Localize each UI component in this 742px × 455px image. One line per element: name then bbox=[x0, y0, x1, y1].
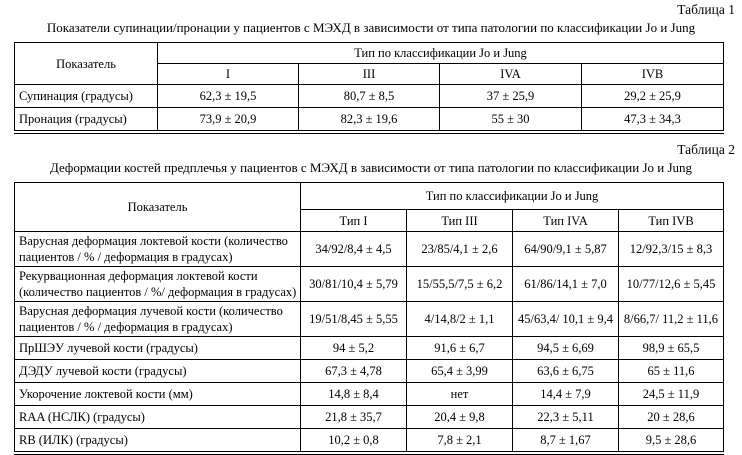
table2-row bbox=[15, 360, 724, 383]
table2-row-label: Укорочение локтевой кости (мм) bbox=[15, 383, 301, 406]
table2-row bbox=[15, 302, 724, 337]
table2-cell: 4/14,8/2 ± 1,1 bbox=[407, 302, 513, 337]
table2-cell: 7,8 ± 2,1 bbox=[407, 429, 513, 454]
table2-type-header: Тип I bbox=[301, 210, 407, 232]
table1-caption-label: Таблица 1 bbox=[677, 2, 735, 17]
table1-cell: 73,9 ± 20,9 bbox=[158, 108, 299, 133]
table2-cell: 10,2 ± 0,8 bbox=[301, 429, 407, 454]
table2-cell: 91,6 ± 6,7 bbox=[407, 337, 513, 360]
table2-cell: 30/81/10,4 ± 5,79 bbox=[301, 267, 407, 302]
table1-group-header: Тип по классификации Jo и Jung bbox=[158, 43, 724, 64]
table1-type-header: I bbox=[158, 64, 299, 85]
table2-cell: 14,4 ± 7,9 bbox=[513, 383, 619, 406]
table2-cell: 45/63,4/ 10,1 ± 9,4 bbox=[513, 302, 619, 337]
table2-row-label: Варусная деформация локтевой кости (количество пациентов / % / деформация в градусах) bbox=[15, 232, 301, 267]
table1 bbox=[14, 42, 724, 134]
table2-cell: 19/51/8,45 ± 5,55 bbox=[301, 302, 407, 337]
table2-cell: 21,8 ± 35,7 bbox=[301, 406, 407, 429]
table2-title: Деформации костей предплечья у пациентов с МЭХД в зависимости от типа патологии по классификации Jo и Jung bbox=[49, 160, 693, 175]
table2-cell: 24,5 ± 11,9 bbox=[619, 383, 724, 406]
table2-row-label: Варусная деформация лучевой кости (количество пациентов / % / деформация в градусах) bbox=[15, 302, 301, 337]
table1-cell: 80,7 ± 8,5 bbox=[299, 85, 440, 108]
table2-row bbox=[15, 383, 724, 406]
table2-cell: 15/55,5/7,5 ± 6,2 bbox=[407, 267, 513, 302]
table2-cell: 9,5 ± 28,6 bbox=[619, 429, 724, 454]
table1-row-label: Супинация (градусы) bbox=[15, 85, 158, 108]
table2-col-header: Показатель bbox=[15, 183, 301, 232]
table2-cell: 22,3 ± 5,11 bbox=[513, 406, 619, 429]
table2-cell: 23/85/4,1 ± 2,6 bbox=[407, 232, 513, 267]
table1-row bbox=[15, 85, 724, 108]
table2-caption-label: Таблица 2 bbox=[677, 142, 735, 157]
table2-row-label: ДЭДУ лучевой кости (градусы) bbox=[15, 360, 301, 383]
table1-type-header: IVB bbox=[582, 64, 724, 85]
table2-cell: 94 ± 5,2 bbox=[301, 337, 407, 360]
table1-cell: 55 ± 30 bbox=[440, 108, 582, 133]
table2-group-header: Тип по классификации Jo и Jung bbox=[301, 183, 724, 210]
table2-row-label: ПрШЭУ лучевой кости (градусы) bbox=[15, 337, 301, 360]
table2-cell: 61/86/14,1 ± 7,0 bbox=[513, 267, 619, 302]
table1-header-row-group bbox=[15, 43, 724, 64]
table2-row-label: RB (ИЛК) (градусы) bbox=[15, 429, 301, 454]
table1-row-label: Пронация (градусы) bbox=[15, 108, 158, 133]
table2-type-header: Тип IVB bbox=[619, 210, 724, 232]
table2-cell: 14,8 ± 8,4 bbox=[301, 383, 407, 406]
table2-cell: 10/77/12,6 ± 5,45 bbox=[619, 267, 724, 302]
table2-row-label: Рекурвационная деформация локтевой кости (количество пациентов / %/ деформация в градусах) bbox=[15, 267, 301, 302]
table1-row bbox=[15, 108, 724, 133]
table2-cell: 20,4 ± 9,8 bbox=[407, 406, 513, 429]
table2-row-label: RAA (НСЛК) (градусы) bbox=[15, 406, 301, 429]
table2-cell: 12/92,3/15 ± 8,3 bbox=[619, 232, 724, 267]
table1-type-header: III bbox=[299, 64, 440, 85]
table1-cell: 37 ± 25,9 bbox=[440, 85, 582, 108]
table2-cell: 8/66,7/ 11,2 ± 11,6 bbox=[619, 302, 724, 337]
table2-cell: 65 ± 11,6 bbox=[619, 360, 724, 383]
table1-cell: 29,2 ± 25,9 bbox=[582, 85, 724, 108]
table1-type-header: IVA bbox=[440, 64, 582, 85]
table2 bbox=[14, 182, 724, 455]
table2-header-row-group bbox=[15, 183, 724, 210]
table2-row bbox=[15, 429, 724, 454]
table2-cell: 94,5 ± 6,69 bbox=[513, 337, 619, 360]
table2-cell: 63,6 ± 6,75 bbox=[513, 360, 619, 383]
table2-type-header: Тип III bbox=[407, 210, 513, 232]
table2-cell: 20 ± 28,6 bbox=[619, 406, 724, 429]
table2-row bbox=[15, 267, 724, 302]
table2-cell: нет bbox=[407, 383, 513, 406]
table2-row bbox=[15, 232, 724, 267]
table2-cell: 34/92/8,4 ± 4,5 bbox=[301, 232, 407, 267]
table1-col-header: Показатель bbox=[15, 43, 158, 85]
table2-cell: 65,4 ± 3,99 bbox=[407, 360, 513, 383]
table2-cell: 98,9 ± 65,5 bbox=[619, 337, 724, 360]
table2-cell: 67,3 ± 4,78 bbox=[301, 360, 407, 383]
table2-cell: 64/90/9,1 ± 5,87 bbox=[513, 232, 619, 267]
table2-row bbox=[15, 337, 724, 360]
table2-cell: 8,7 ± 1,67 bbox=[513, 429, 619, 454]
table1-title: Показатели супинации/пронации у пациентов с МЭХД в зависимости от типа патологии по классификации Jo и Jung bbox=[46, 20, 696, 35]
table2-row bbox=[15, 406, 724, 429]
table1-cell: 47,3 ± 34,3 bbox=[582, 108, 724, 133]
table2-type-header: Тип IVA bbox=[513, 210, 619, 232]
table1-cell: 62,3 ± 19,5 bbox=[158, 85, 299, 108]
table1-cell: 82,3 ± 19,6 bbox=[299, 108, 440, 133]
